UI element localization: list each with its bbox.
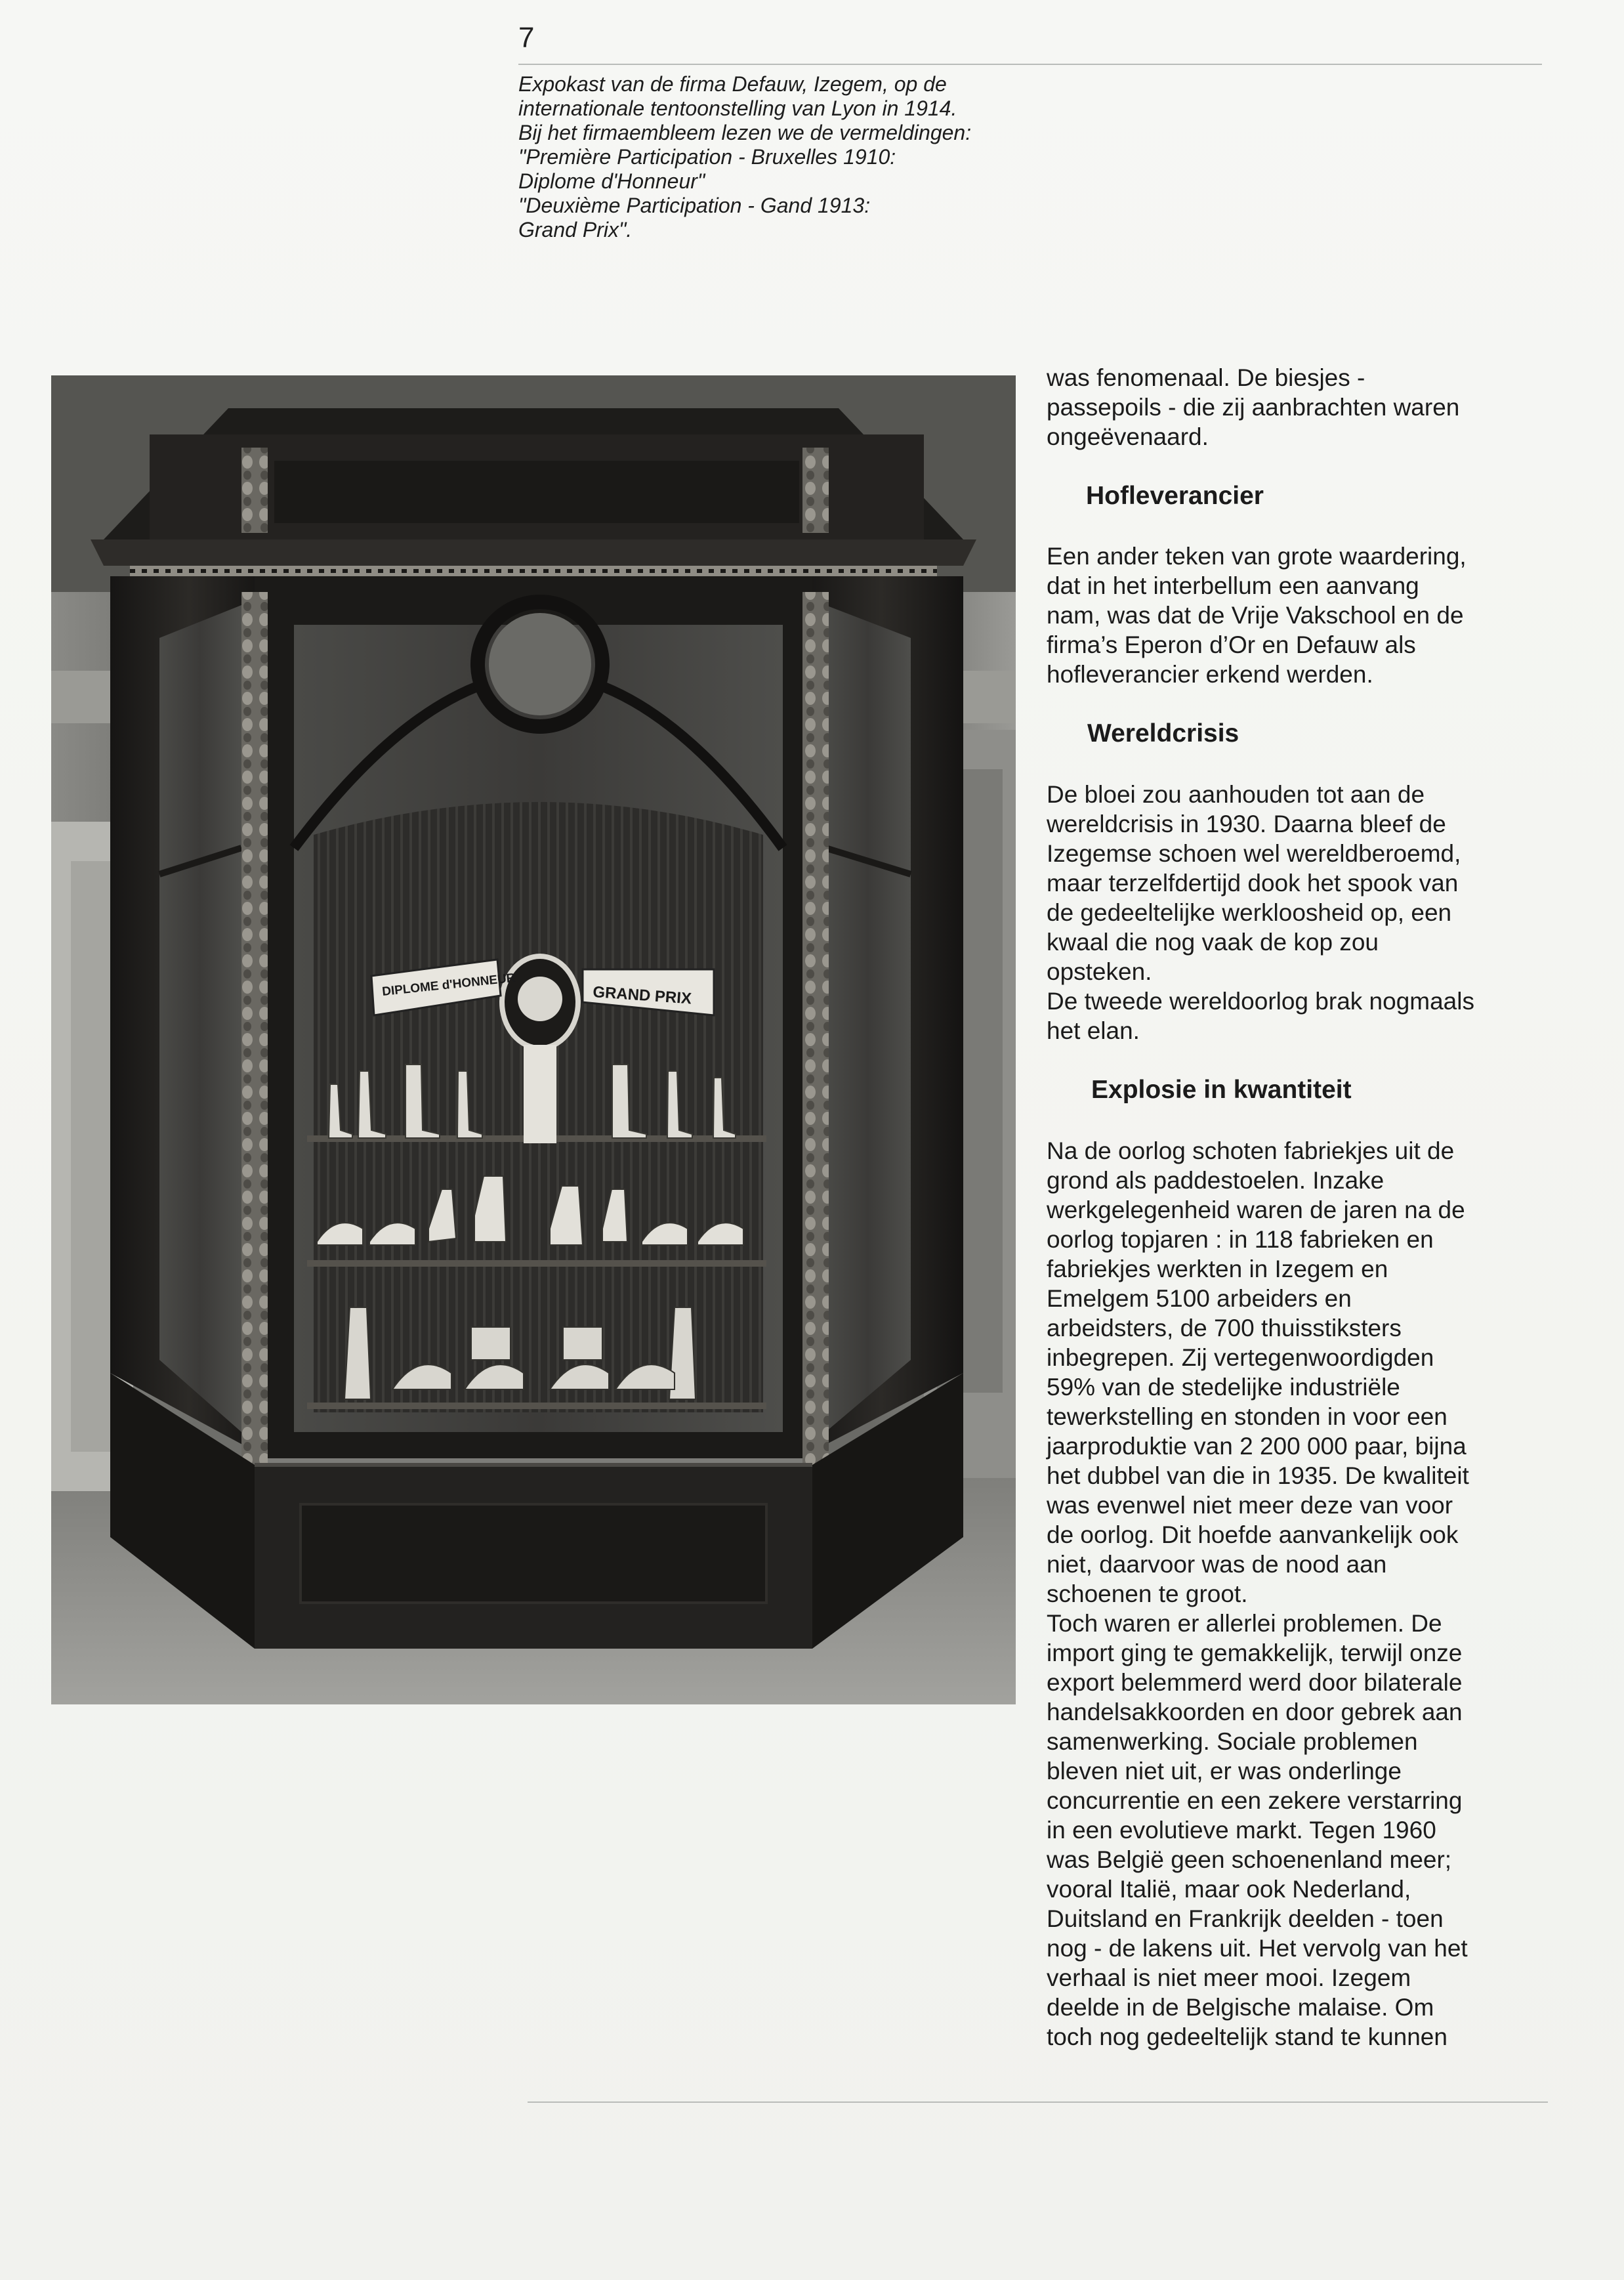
caption-line: "Première Participation - Bruxelles 1910:: [518, 145, 896, 169]
text-line: firma’s Eperon d’Or en Defauw als: [1047, 631, 1416, 658]
text-line: hofleverancier erkend werden.: [1047, 661, 1373, 688]
text-line: De tweede wereldoorlog brak nogmaals: [1047, 988, 1474, 1015]
text-line: het dubbel van die in 1935. De kwaliteit: [1047, 1462, 1469, 1489]
photo-caption: [518, 72, 1070, 242]
text-line: het elan.: [1047, 1017, 1140, 1044]
text-line: grond als paddestoelen. Inzake: [1047, 1167, 1385, 1194]
article-column: [1047, 363, 1552, 2052]
display-cabinet-photo: [51, 375, 1016, 1704]
text-line: opsteken.: [1047, 958, 1152, 985]
text-line: kwaal die nog vaak de kop zou: [1047, 929, 1379, 956]
text-line: werkgelegenheid waren de jaren na de: [1047, 1196, 1465, 1223]
section-body-explosie: [1047, 1136, 1552, 2052]
text-line: Izegemse schoen wel wereldberoemd,: [1047, 840, 1461, 867]
text-line: deelde in de Belgische malaise. Om: [1047, 1994, 1434, 2021]
text-line: was België geen schoenenland meer;: [1047, 1846, 1452, 1873]
text-line: samenwerking. Sociale problemen: [1047, 1728, 1418, 1755]
caption-line: Diplome d'Honneur": [518, 169, 705, 193]
text-line: 59% van de stedelijke industriële: [1047, 1374, 1400, 1401]
text-line: fabriekjes werkten in Izegem en: [1047, 1256, 1388, 1282]
section-heading-hofleverancier: Hofleverancier: [1086, 482, 1264, 510]
text-line: Een ander teken van grote waardering,: [1047, 543, 1467, 570]
text-line: passepoils - die zij aanbrachten waren: [1047, 394, 1460, 421]
text-line: import ging te gemakkelijk, terwijl onze: [1047, 1639, 1463, 1666]
text-line: handelsakkoorden en door gebrek aan: [1047, 1699, 1463, 1725]
caption-line: "Deuxième Participation - Gand 1913:: [518, 194, 871, 217]
caption-line: internationale tentoonstelling van Lyon in 1914.: [518, 96, 957, 120]
text-line: wereldcrisis in 1930. Daarna bleef de: [1047, 811, 1446, 837]
text-line: tewerkstelling en stonden in voor een: [1047, 1403, 1447, 1430]
top-rule: [518, 64, 1542, 65]
text-line: jaarproduktie van 2 200 000 paar, bijna: [1047, 1433, 1467, 1460]
text-line: vooral Italië, maar ook Nederland,: [1047, 1876, 1411, 1903]
bottom-rule: [528, 2101, 1548, 2103]
text-line: nog - de lakens uit. Het vervolg van het: [1047, 1935, 1468, 1962]
text-line: Toch waren er allerlei problemen. De: [1047, 1610, 1442, 1637]
section-heading-wereldcrisis: Wereldcrisis: [1087, 719, 1239, 748]
text-line: de gedeeltelijke werkloosheid op, een: [1047, 899, 1452, 926]
text-line: Emelgem 5100 arbeiders en: [1047, 1285, 1352, 1312]
text-line: ongeëvenaard.: [1047, 423, 1209, 450]
caption-line: Bij het firmaembleem lezen we de vermeldingen:: [518, 121, 972, 144]
section-body-hofleverancier: [1047, 541, 1552, 689]
caption-line: Grand Prix".: [518, 218, 633, 242]
text-line: concurrentie en een zekere verstarring: [1047, 1787, 1463, 1814]
text-line: Duitsland en Frankrijk deelden - toen: [1047, 1905, 1444, 1932]
intro-paragraph: [1047, 363, 1552, 452]
section-heading-explosie: Explosie in kwantiteit: [1091, 1076, 1352, 1104]
text-line: De bloei zou aanhouden tot aan de: [1047, 781, 1425, 808]
text-line: inbegrepen. Zij vertegenwoordigden: [1047, 1344, 1434, 1371]
text-line: maar terzelfdertijd dook het spook van: [1047, 870, 1459, 897]
text-line: toch nog gedeeltelijk stand te kunnen: [1047, 2023, 1447, 2050]
text-line: bleven niet uit, er was onderlinge: [1047, 1758, 1402, 1784]
page-number: 7: [518, 22, 535, 54]
text-line: in een evolutieve markt. Tegen 1960: [1047, 1817, 1436, 1844]
text-line: nam, was dat de Vrije Vakschool en de: [1047, 602, 1464, 629]
text-line: arbeidsters, de 700 thuisstiksters: [1047, 1315, 1402, 1341]
caption-line: Expokast van de firma Defauw, Izegem, op de: [518, 72, 947, 96]
banner-right-text: GRAND PRIX: [592, 983, 692, 1008]
text-line: schoenen te groot.: [1047, 1580, 1248, 1607]
section-body-wereldcrisis: [1047, 780, 1552, 1045]
text-line: oorlog topjaren : in 118 fabrieken en: [1047, 1226, 1434, 1253]
text-line: was evenwel niet meer deze van voor: [1047, 1492, 1453, 1519]
text-line: de oorlog. Dit hoefde aanvankelijk ook: [1047, 1521, 1459, 1548]
text-line: Na de oorlog schoten fabriekjes uit de: [1047, 1137, 1455, 1164]
text-line: dat in het interbellum een aanvang: [1047, 572, 1419, 599]
text-line: verhaal is niet meer mooi. Izegem: [1047, 1964, 1411, 1991]
text-line: export belemmerd werd door bilaterale: [1047, 1669, 1463, 1696]
text-line: was fenomenaal. De biesjes -: [1047, 364, 1365, 391]
text-line: niet, daarvoor was de nood aan: [1047, 1551, 1387, 1578]
banner-left-text: DIPLOME d'HONNEUR: [381, 971, 516, 999]
